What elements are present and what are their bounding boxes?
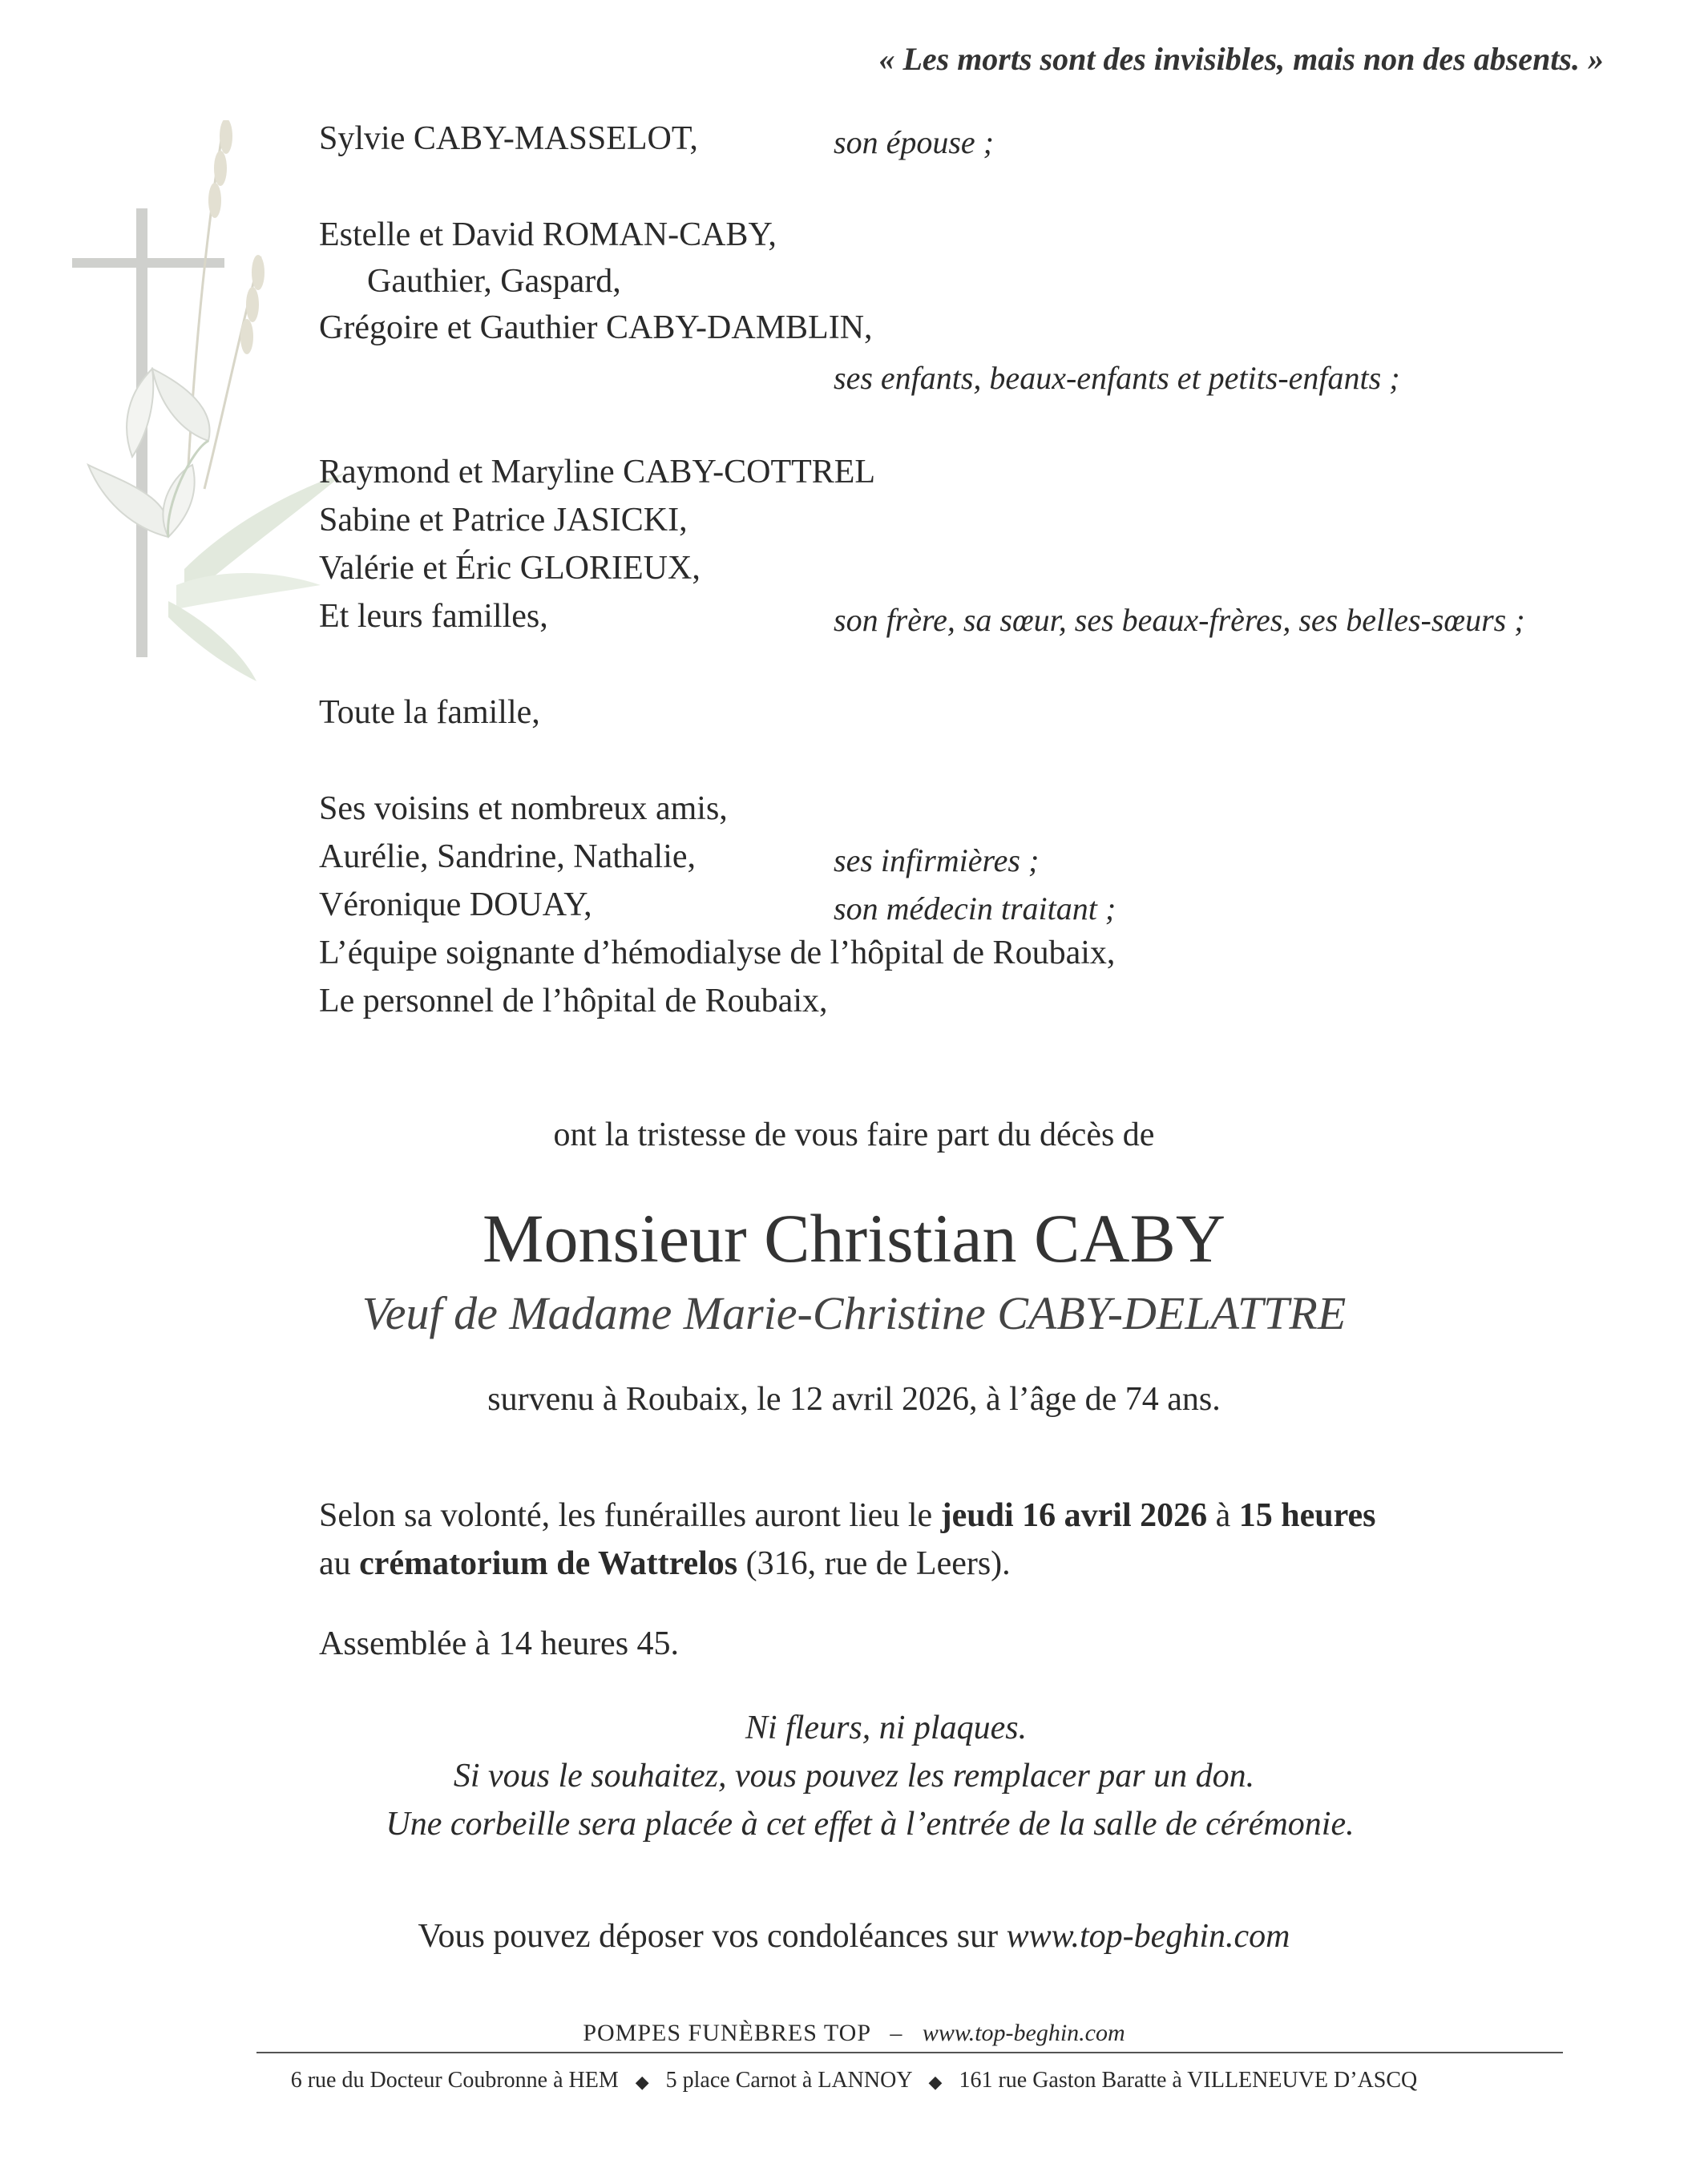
flowers-line: Si vous le souhaitez, vous pouvez les remplacer par un don. <box>453 1758 1255 1795</box>
family-name-line: Sabine et Patrice JASICKI, <box>319 502 688 539</box>
family-relation: ses infirmières ; <box>834 842 1040 878</box>
family-name-line: Gauthier, Gaspard, <box>367 263 621 300</box>
family-name-line: Raymond et Maryline CABY-COTTREL <box>319 454 876 491</box>
footer-address: 161 rue Gaston Baratte à VILLENEUVE D’ASCQ <box>959 2068 1418 2093</box>
flowers-line: Ni fleurs, ni plaques. <box>745 1710 1028 1746</box>
family-name-line: Le personnel de l’hôpital de Roubaix, <box>319 983 828 1019</box>
family-name-line: Et leurs familles, <box>319 598 548 635</box>
family-name-line: Ses voisins et nombreux amis, <box>319 790 728 827</box>
announcement: ont la tristesse de vous faire part du décès de <box>553 1116 1155 1153</box>
family-name-line: Valérie et Éric GLORIEUX, <box>319 550 701 587</box>
funeral-time: 15 heures <box>1238 1497 1376 1534</box>
family-relation: son médecin traitant ; <box>834 890 1116 927</box>
condolences-link[interactable]: www.top-beghin.com <box>1006 1918 1290 1955</box>
footer-company: POMPES FUNÈBRES TOP <box>583 2020 870 2046</box>
funeral-line-2 <box>319 1547 1011 1581</box>
family-name-line: Grégoire et Gauthier CABY-DAMBLIN, <box>319 309 873 346</box>
family-name-line: Véronique DOUAY, <box>319 886 592 923</box>
footer-url[interactable]: www.top-beghin.com <box>922 2020 1125 2046</box>
cross-lily-decoration-icon <box>56 120 361 681</box>
funeral-intro: Selon sa volonté, les funérailles auront lieu le <box>319 1497 933 1534</box>
funeral-place: crématorium de Wattrelos <box>359 1545 738 1582</box>
footer-company-line <box>0 2020 1708 2047</box>
death-info: survenu à Roubaix, le 12 avril 2026, à l’âge de 74 ans. <box>487 1381 1221 1418</box>
family-name-line: Sylvie CABY-MASSELOT, <box>319 120 698 157</box>
funeral-date: jeudi 16 avril 2026 <box>940 1497 1208 1534</box>
flowers-line: Une corbeille sera placée à cet effet à l’entrée de la salle de cérémonie. <box>386 1806 1355 1843</box>
condolences <box>0 1920 1708 1953</box>
family-name-line: L’équipe soignante d’hémodialyse de l’hôpital de Roubaix, <box>319 935 1116 971</box>
family-relation: ses enfants, beaux-enfants et petits-enfants ; <box>834 360 1400 396</box>
family-relation: son épouse ; <box>834 124 994 160</box>
assembly-time: Assemblée à 14 heures 45. <box>319 1625 680 1662</box>
family-name-line: Estelle et David ROMAN-CABY, <box>319 216 777 253</box>
funeral-prefix: au <box>319 1545 351 1582</box>
footer-addresses <box>0 2068 1708 2093</box>
family-name-line: Toute la famille, <box>319 694 540 731</box>
footer-dash: – <box>890 2020 903 2046</box>
family-relation: son frère, sa sœur, ses beaux-frères, ses belles-sœurs ; <box>834 602 1525 638</box>
footer-address: 5 place Carnot à LANNOY <box>665 2068 912 2093</box>
footer-divider <box>256 2052 1563 2053</box>
epigraph: « Les morts sont des invisibles, mais non des absents. » <box>878 41 1604 77</box>
widower-line: Veuf de Madame Marie-Christine CABY-DELATTRE <box>361 1287 1347 1339</box>
diamond-separator-icon: ◆ <box>928 2071 943 2092</box>
funeral-address: (316, rue de Leers). <box>745 1545 1011 1582</box>
funeral-at: à <box>1215 1497 1231 1534</box>
family-name-line: Aurélie, Sandrine, Nathalie, <box>319 838 696 875</box>
footer-address: 6 rue du Docteur Coubronne à HEM <box>290 2068 619 2093</box>
diamond-separator-icon: ◆ <box>635 2071 649 2092</box>
condolences-text: Vous pouvez déposer vos condoléances sur <box>418 1918 999 1955</box>
deceased-name: Monsieur Christian CABY <box>483 1200 1225 1277</box>
funeral-line-1 <box>319 1499 1376 1532</box>
